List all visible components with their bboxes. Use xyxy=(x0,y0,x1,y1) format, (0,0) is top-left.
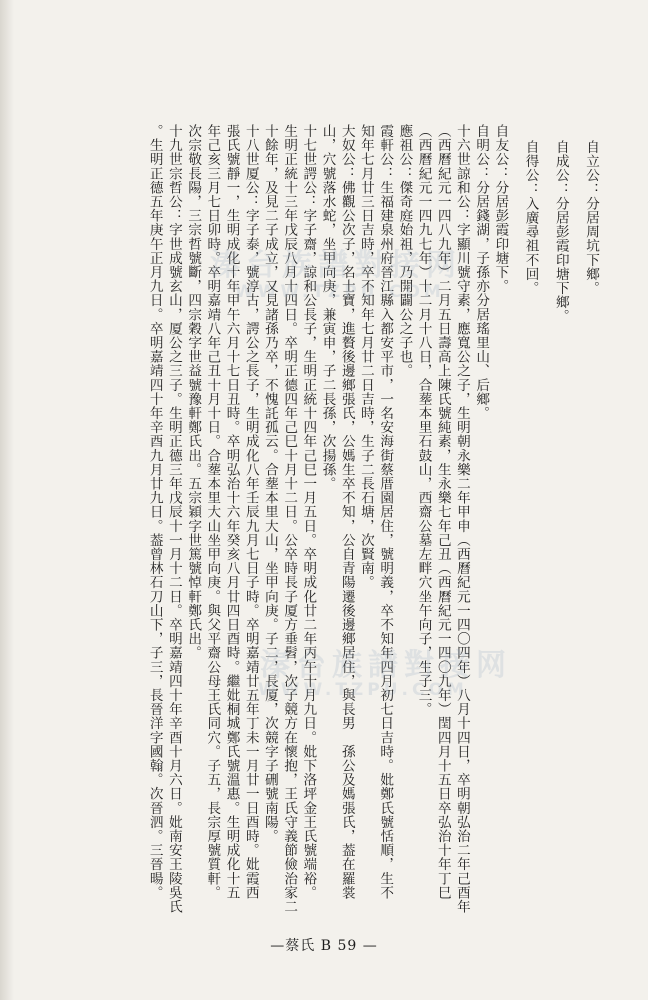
watermark-url: WWW.TZPU.COM xyxy=(258,680,468,700)
text-column: （西曆紀元一四九七年）十二月十八日，合塟本里石鼓山，西齋公墓左畔穴坐午向子，生子三。 xyxy=(415,124,432,717)
text-column: 生明正統十三年戊辰八月十四日。卒明正德四年己巳十月十二日。公卒時長子厦方垂髫，次子競方在懷抱，王氏守義節儉治家二 xyxy=(281,124,298,914)
text-column: 自立公：分居周坑下鄉。 xyxy=(583,140,599,296)
text-column: 十六世諒和公：字顯川號守素，應寬公之子，生明朝永樂二年甲申（西曆紀元一四〇四年）八月十四日，卒明朝弘治二年己酉年 xyxy=(453,124,470,914)
scan-edge xyxy=(0,0,14,1000)
text-column: 十九世宗哲公：字世成號玄山，厦公之三子。生明正德三年戊辰十一月十二日。卒明嘉靖四十年辛酉十月六日。妣南安王陵吳氏 xyxy=(165,124,182,914)
text-column: 自明公：分居錢湖，子孫亦分居瑤里山、后鄉。 xyxy=(473,124,490,421)
text-column: 自友公：分居彭霞印塘下。 xyxy=(492,124,509,294)
page-footer: —蔡氏 B 59 — xyxy=(270,938,378,954)
watermark-text: 溱台族譜對接网 xyxy=(260,648,512,683)
watermark-url: WWW.TZPU.COM xyxy=(235,282,445,302)
text-column: 十餘年，及見二子成立，又見諸孫乃卒，不愧託孤云。合塟本里大山，坐甲向庚。子二，長厦，次競字子硎號南陽。 xyxy=(261,124,278,844)
text-column: 應祖公：傑奇庭始祖，乃開闢公之子也。 xyxy=(396,124,413,378)
text-column: 十八世厦公：字子泰，號淳古，諤公之長子，生明成化八年壬辰九月七日子時。卒明嘉靖廿五年丁未一月廿一日酉時。妣霞西 xyxy=(242,124,259,900)
text-column: 十七世諤公：字子齋，諒和公長子，生明正統十四年己巳一月五日。卒明成化廿二年丙午十月九日。妣下洛坪金王氏號端裕。 xyxy=(300,124,317,900)
text-column: 大奴公：佛觀公次子，名士寶，進贅後邊鄉張氏，公媽生卒不知，公自青陽遷後邊鄉居住，與長男 孫公及媽張氏，葢在羅裳 xyxy=(338,124,355,900)
text-column: 。生明正德五年庚午正月九日。卒明嘉靖四十年辛酉九月廿九日。葢曾林石刀山下，子三，長晉洋字國翰。次晉泗。三晉暘。 xyxy=(146,124,163,900)
text-column: 自得公：入廣尋祖不回。 xyxy=(522,140,539,296)
text-column: 山，穴號落水蛇，坐甲向庚，兼寅申，子二長孫，次揚孫。 xyxy=(319,124,336,491)
text-column: 次宗敬長陽，三宗哲號斷，四宗穀字世益號豫軒鄭氏出。五宗穎字世篤號悼軒鄭氏出。 xyxy=(185,124,202,660)
genealogy-text xyxy=(80,124,600,914)
text-column: 霞軒公：生福建泉州府晉江縣入都安平市，一名安海街蔡厝園居住，號明義，卒不知年四月初七日吉時。妣鄭氏號恬順，生不 xyxy=(377,124,394,900)
text-column: （西曆紀元一四八九年）二月五日壽高上陳氏號純素，生永樂七年己丑（西曆紀元一四〇九年）閏四月十五日卒弘治十年丁巳 xyxy=(434,124,451,900)
text-column: 自成公：分居彭霞印塘下鄉。 xyxy=(552,140,569,324)
text-column: 張氏號靜一，生明成化十年甲午六月十七日丑時。卒明弘治十六年癸亥八月廿四日酉時。繼妣桐城鄭氏號溫惠。生明成化十五 xyxy=(223,124,240,900)
watermark-text: 溱台族譜對接网 xyxy=(210,248,462,283)
text-column: 年己亥三月七日卯時。卒明嘉靖八年己丑十月十日。合塟本里大山坐甲向庚。與父平齋公母王氏同穴。子五，長宗厚號質軒。 xyxy=(204,124,221,900)
text-column: 知年七月廿三日吉時，卒不知年七月廿二日吉時，生子二長石塘，次賢南。 xyxy=(357,124,374,590)
